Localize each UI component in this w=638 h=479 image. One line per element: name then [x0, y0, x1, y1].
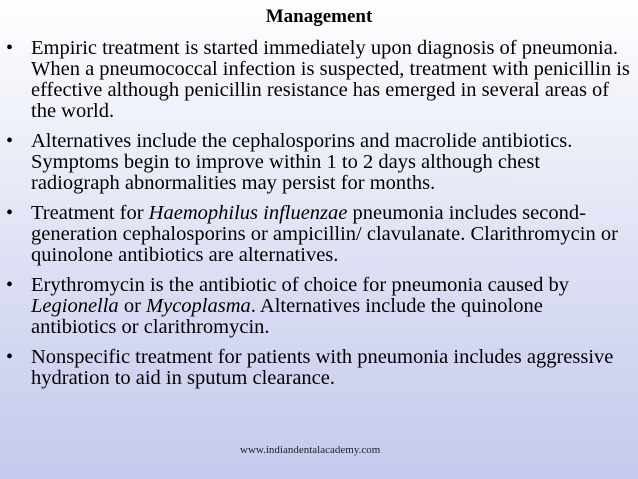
bullet-item: [0, 38, 638, 122]
bullet-dot-icon: •: [6, 202, 14, 224]
bullet-text: Erythromycin is the antibiotic of choice for pneumonia caused by: [31, 274, 569, 296]
bullet-text: Nonspecific treatment for patients with pneumonia includes aggressive hydration to aid in sputum clearance.: [31, 346, 614, 389]
bullet-item: [0, 347, 638, 389]
bullet-item: [0, 131, 638, 194]
bullet-text: pneumonia includes second-generation cephalosporins or ampicillin/ clavulanate. Clarithromycin or quinolone antibiotics are alternatives.: [31, 202, 618, 266]
bullet-item: [0, 275, 638, 338]
bullet-text: Alternatives include the cephalosporins and macrolide antibiotics. Symptoms begin to improve within 1 to 2 days although chest radiograph abnormalities may persist for months.: [31, 130, 573, 194]
bullet-item: [0, 203, 638, 266]
bullet-text: . Alternatives include the quinolone antibiotics or clarithromycin.: [31, 295, 543, 338]
bullet-dot-icon: •: [6, 130, 14, 152]
bullet-text: Treatment for: [31, 202, 149, 224]
bullet-italic-text: Haemophilus influenzae: [148, 202, 348, 224]
watermark: www.indiandentalacademy.com: [240, 444, 381, 456]
bullet-dot-icon: •: [6, 346, 14, 368]
bullet-italic-text: Legionella: [31, 295, 119, 317]
bullet-dot-icon: •: [6, 37, 14, 59]
bullet-text: Empiric treatment is started immediately upon diagnosis of pneumonia. When a pneumococcal infection is suspected, treatment with penicillin is effective although penicillin resistance has emerged in several areas of the world.: [31, 37, 630, 122]
bullet-dot-icon: •: [6, 274, 14, 296]
bullet-italic-text: Mycoplasma: [146, 295, 251, 317]
bullet-text: or: [118, 295, 147, 317]
slide-title: Management: [265, 6, 373, 27]
bullet-list: [0, 38, 638, 398]
